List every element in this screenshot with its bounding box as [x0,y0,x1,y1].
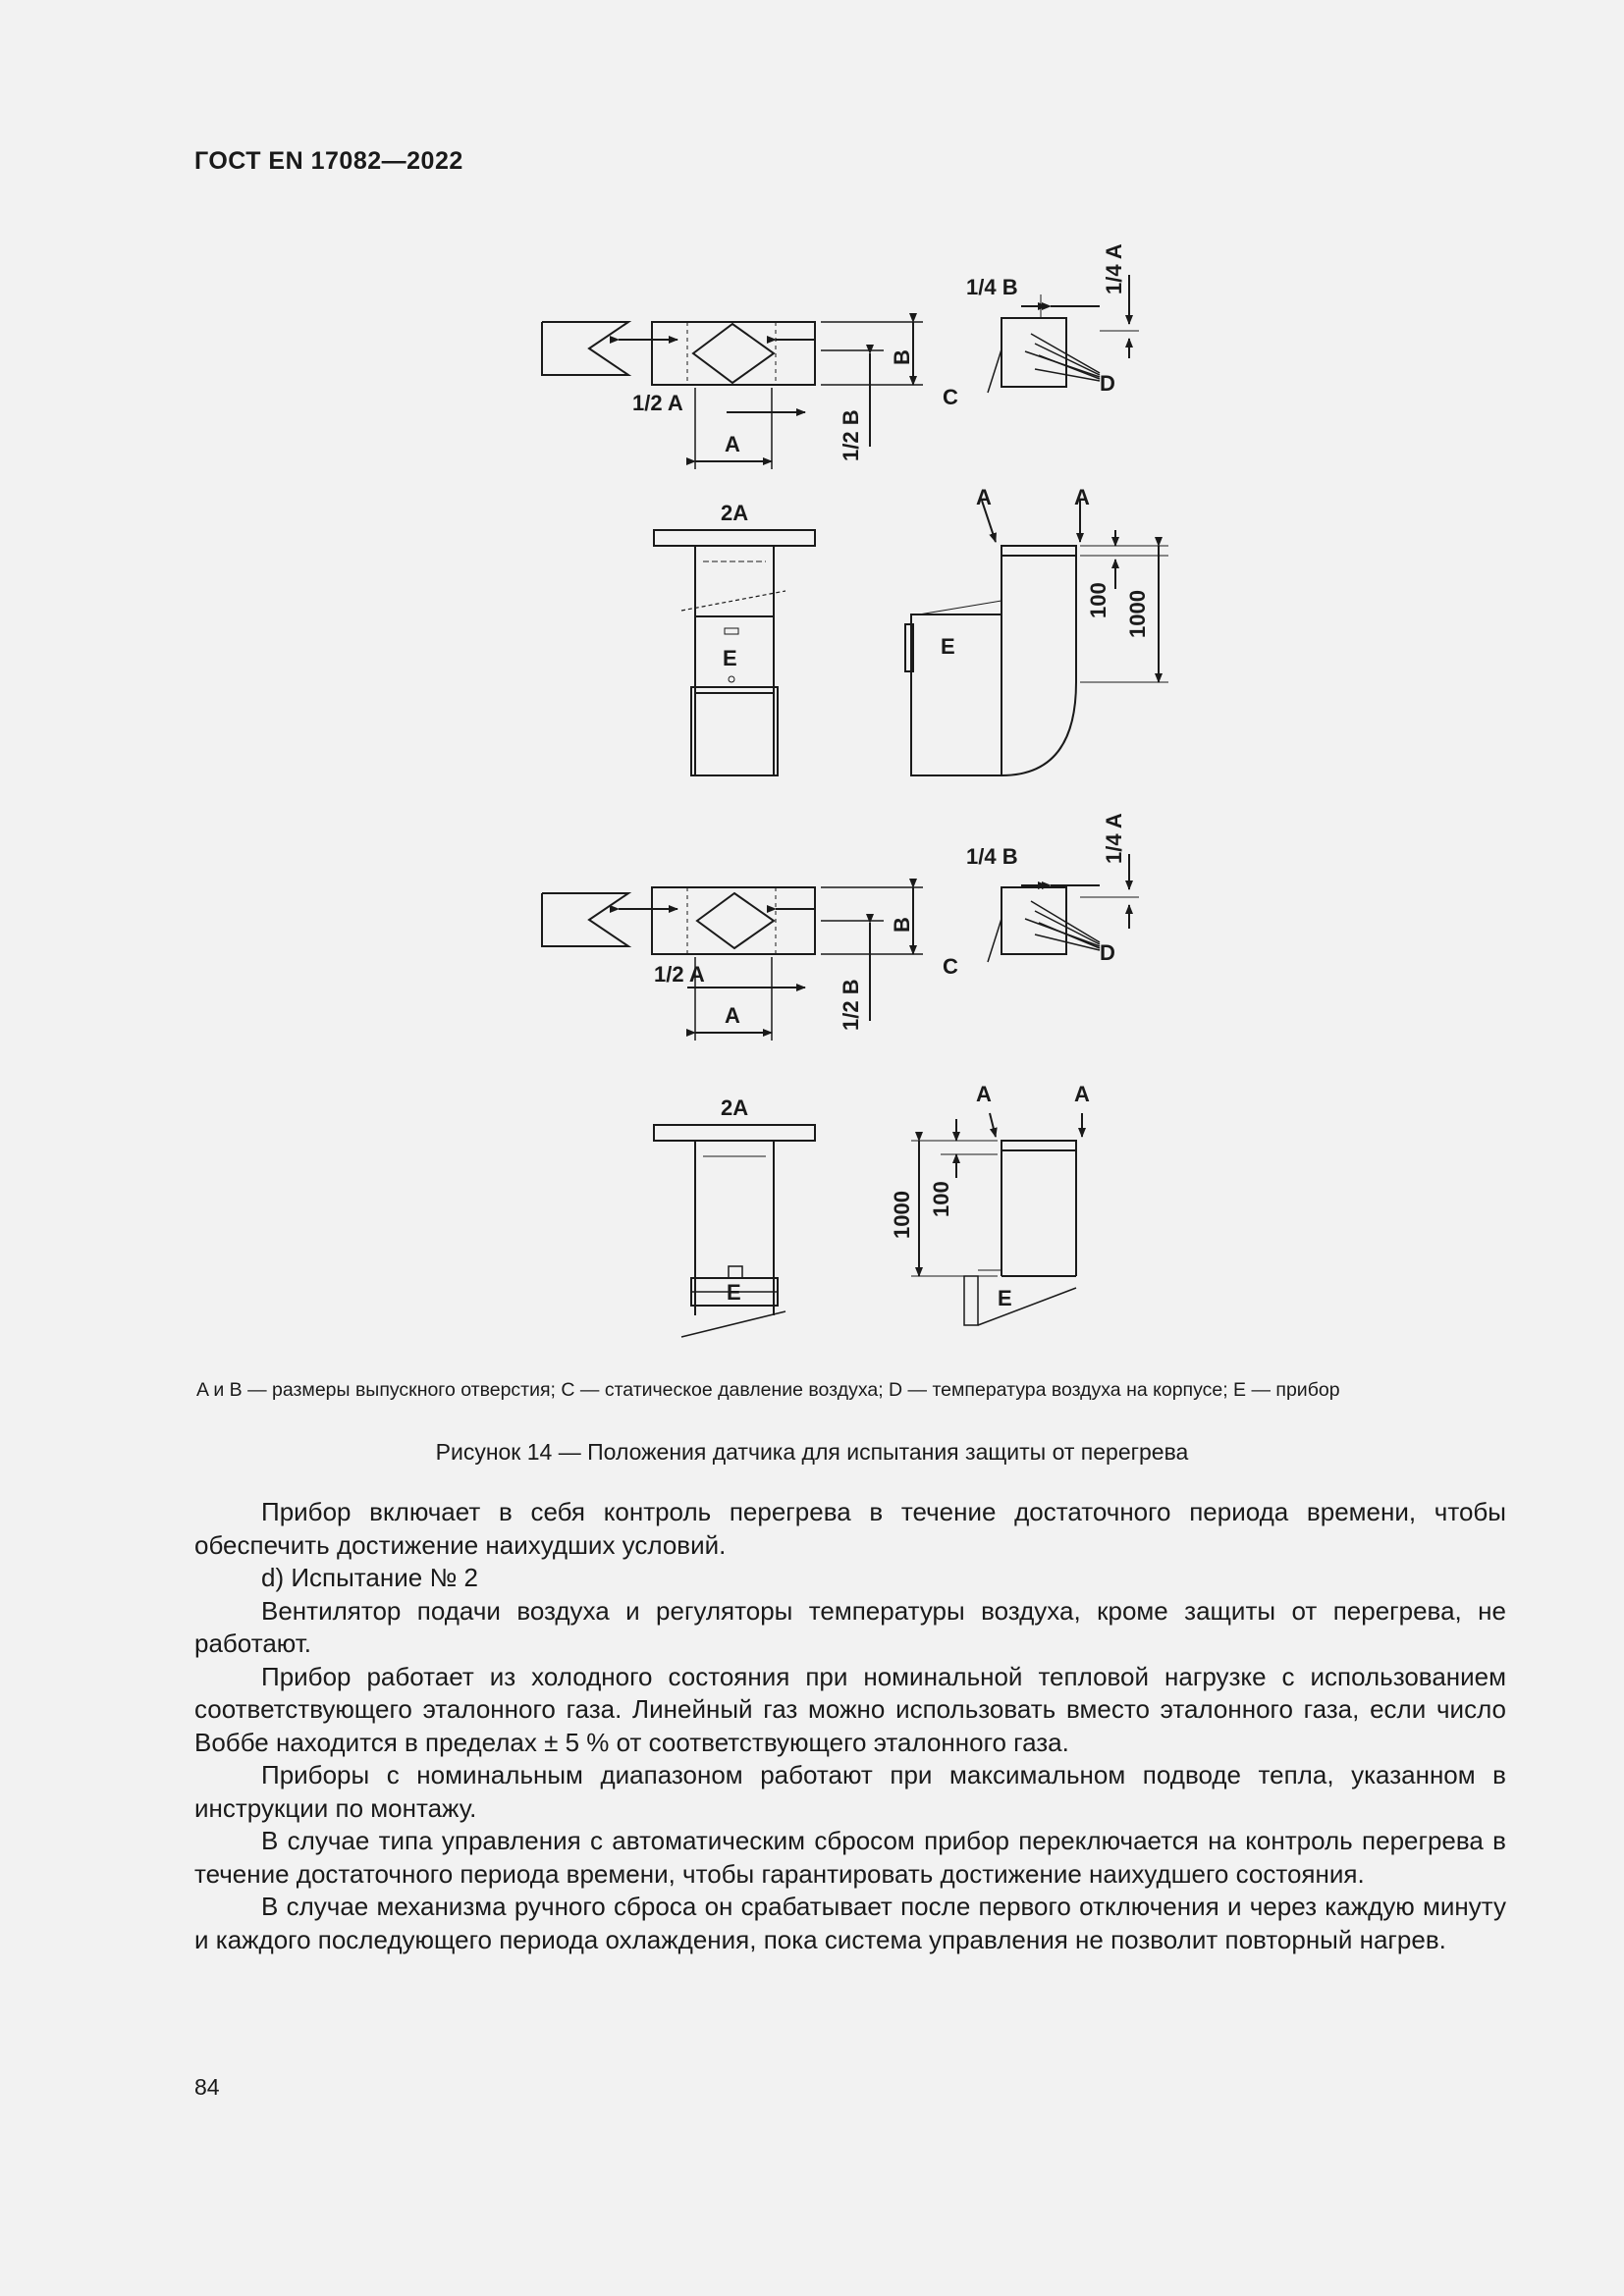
label-half-a-1: 1/2 A [632,391,683,415]
label-1000-2: 1000 [890,1191,914,1239]
label-e-2: E [941,634,955,659]
label-b-1: B [890,349,914,365]
paragraph: Приборы с номинальным диапазоном работают при максимальном подводе тепла, указанном в инструкции по монтажу. [194,1760,1506,1823]
label-c-1: C [943,385,958,409]
label-half-a-2: 1/2 A [654,962,705,987]
paragraph: В случае типа управления с автоматическим сбросом прибор переключается на контроль перегрева в течение достаточного периода времени, чтобы гарантировать достижение наихудшего состояния. [194,1826,1506,1889]
label-d-2: D [1100,940,1115,965]
paragraph: В случае механизма ручного сброса он срабатывает после первого отключения и через каждую минуту и каждого последующего периода охлаждения, пока система управления не позволит повторный нагрев. [194,1892,1506,1954]
label-2a-2: 2A [721,1095,749,1120]
label-quarter-b-2: 1/4 B [966,844,1018,869]
label-a-2: A [725,1003,740,1028]
label-100-2: 100 [929,1181,953,1217]
label-quarter-a-2: 1/4 A [1102,813,1126,864]
panel-side-view-1 [654,501,1168,775]
label-c-2: C [943,954,958,979]
label-e-1: E [723,646,737,670]
label-a-top-4: A [1074,1082,1090,1106]
figure-legend: A и B — размеры выпускного отверстия; C — статическое давление воздуха; D — температура воздуха на корпусе; E — прибор [196,1379,1340,1401]
label-1000-1: 1000 [1125,590,1150,638]
label-b-2: B [890,917,914,933]
label-quarter-b-1: 1/4 B [966,275,1018,299]
label-half-b-vert-1: 1/2 B [839,409,863,461]
label-e-4: E [998,1286,1012,1310]
figure-caption: Рисунок 14 — Положения датчика для испытания защиты от перегрева [435,1439,1189,1465]
label-e-3: E [727,1280,741,1305]
label-d-1: D [1100,371,1115,396]
label-2a-1: 2A [721,501,749,525]
paragraph: Прибор работает из холодного состояния при номинальной тепловой нагрузке с использованием соответствующего эталонного газа. Линейный газ можно использовать вместо эталонного газа, если число Воббе находится в пределах ± 5 % от соответствующего эталонного газа. [194,1661,1506,1757]
label-a-top-2: A [1074,485,1090,509]
paragraph: Прибор включает в себя контроль перегрева в течение достаточного периода времени, чтобы обеспечить достижение наихудших условий. [194,1497,1506,1560]
label-a-top-3: A [976,1082,992,1106]
document-header: ГОСТ EN 17082—2022 [194,147,463,175]
label-half-b-vert-2: 1/2 B [839,979,863,1031]
label-quarter-a-1: 1/4 A [1102,243,1126,294]
label-a-1: A [725,432,740,456]
panel-side-view-2 [654,1113,1082,1337]
label-100-1: 100 [1086,582,1110,618]
paragraph: d) Испытание № 2 [261,1563,479,1592]
body-text [194,1496,1506,1956]
label-a-top-1: A [976,485,992,509]
page-number: 84 [194,2074,220,2100]
paragraph: Вентилятор подачи воздуха и регуляторы температуры воздуха, кроме защиты от перегрева, не работают. [194,1595,1506,1658]
